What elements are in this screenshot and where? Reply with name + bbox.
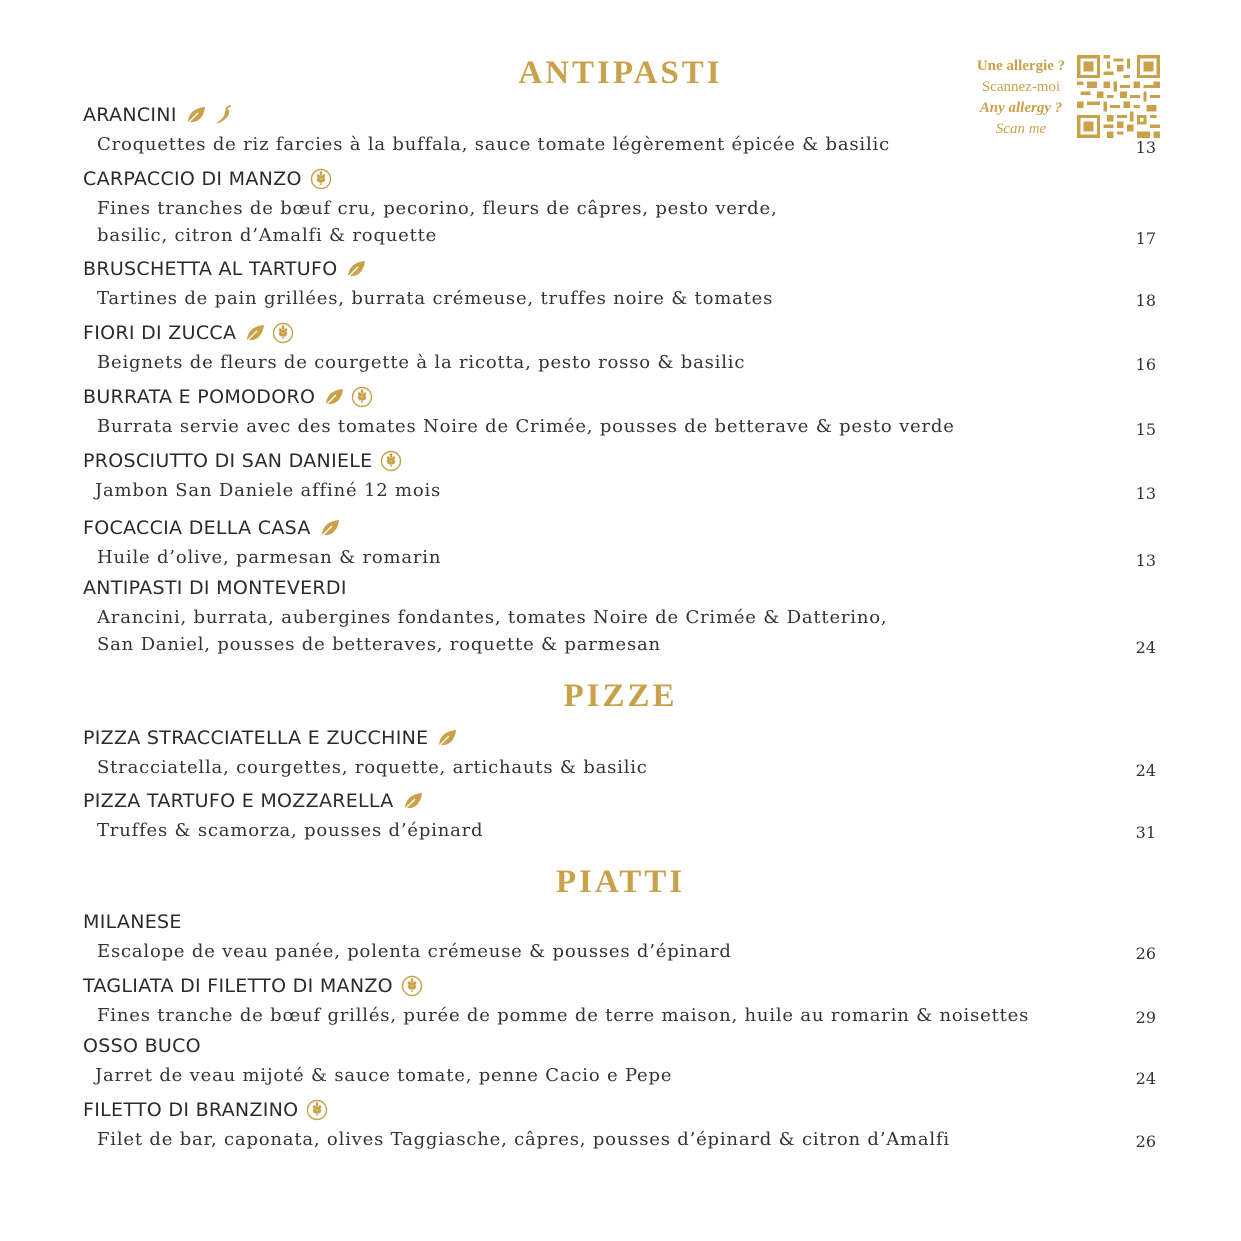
item-price: 17	[1135, 229, 1156, 248]
item-name: PROSCIUTTO DI SAN DANIELE	[83, 450, 373, 472]
item-name: PIZZA TARTUFO E MOZZARELLA	[83, 790, 394, 812]
item-price: 31	[1135, 823, 1156, 842]
item-description: Filet de bar, caponata, olives Taggiasche, câpres, pousses d’épinard & citron d’Amalfi	[97, 1129, 950, 1150]
diet-tags	[402, 790, 424, 812]
item-name: MILANESE	[83, 911, 182, 933]
item-price: 24	[1135, 761, 1156, 780]
item-price: 13	[1135, 551, 1156, 570]
item-description: Huile d’olive, parmesan & romarin	[97, 547, 442, 568]
item-price: 26	[1135, 944, 1156, 963]
gluten-free-icon	[310, 168, 332, 190]
item-description: Burrata servie avec des tomates Noire de Crimée, pousses de betterave & pesto verde	[97, 416, 955, 437]
item-price: 13	[1135, 484, 1156, 503]
section-title-piatti: PIATTI	[555, 864, 686, 900]
item-name: CARPACCIO DI MANZO	[83, 168, 302, 190]
item-description: basilic, citron d’Amalfi & roquette	[97, 225, 438, 246]
allergy-scan-en: Scan me	[995, 121, 1047, 137]
diet-tags	[401, 975, 423, 997]
item-name: FILETTO DI BRANZINO	[83, 1099, 299, 1121]
item-description: Croquettes de riz farcies à la buffala, sauce tomate légèrement épicée & basilic	[97, 134, 890, 155]
diet-tags	[306, 1099, 328, 1121]
gluten-free-icon	[272, 322, 294, 344]
item-description: Jambon San Daniele affiné 12 mois	[95, 480, 442, 501]
item-description: Tartines de pain grillées, burrata crémeuse, truffes noire & tomates	[97, 288, 774, 309]
leaf-icon	[244, 322, 266, 344]
item-description: Beignets de fleurs de courgette à la ricotta, pesto rosso & basilic	[97, 352, 746, 373]
item-description: Escalope de veau panée, polenta crémeuse & pousses d’épinard	[97, 941, 732, 962]
diet-tags	[323, 386, 373, 408]
diet-tags	[319, 517, 341, 539]
diet-tags	[185, 104, 235, 126]
item-description: Jarret de veau mijoté & sauce tomate, penne Cacio e Pepe	[95, 1065, 673, 1086]
item-name: TAGLIATA DI FILETTO DI MANZO	[83, 975, 393, 997]
item-price: 18	[1135, 291, 1156, 310]
diet-tags	[436, 727, 458, 749]
gluten-free-icon	[306, 1099, 328, 1121]
gluten-free-icon	[401, 975, 423, 997]
item-price: 15	[1135, 420, 1156, 439]
item-description: Arancini, burrata, aubergines fondantes, tomates Noire de Crimée & Datterino,	[97, 607, 888, 628]
item-name: PIZZA STRACCIATELLA E ZUCCHINE	[83, 727, 429, 749]
leaf-icon	[436, 727, 458, 749]
leaf-icon	[402, 790, 424, 812]
diet-tags	[244, 322, 294, 344]
item-name: FIORI DI ZUCCA	[83, 322, 237, 344]
item-price: 24	[1135, 1069, 1156, 1088]
item-name: FOCACCIA DELLA CASA	[83, 517, 311, 539]
item-name: ARANCINI	[83, 104, 177, 126]
allergy-line-fr: Une allergie ?	[976, 58, 1066, 74]
item-description: San Daniel, pousses de betteraves, roquette & parmesan	[97, 634, 661, 655]
leaf-icon	[323, 386, 345, 408]
item-description: Stracciatella, courgettes, roquette, artichauts & basilic	[97, 757, 648, 778]
item-price: 29	[1135, 1008, 1156, 1027]
item-price: 24	[1135, 638, 1156, 657]
chili-icon	[213, 104, 235, 126]
section-title-pizze: PIZZE	[563, 678, 678, 714]
diet-tags	[310, 168, 332, 190]
allergy-scan-fr: Scannez-moi	[981, 79, 1061, 95]
item-name: ANTIPASTI DI MONTEVERDI	[83, 577, 347, 599]
item-price: 26	[1135, 1132, 1156, 1151]
item-price: 13	[1135, 138, 1156, 157]
section-title-antipasti: ANTIPASTI	[518, 55, 723, 91]
allergy-line-en: Any allergy ?	[979, 100, 1063, 116]
diet-tags	[345, 258, 367, 280]
leaf-icon	[345, 258, 367, 280]
gluten-free-icon	[380, 450, 402, 472]
item-description: Fines tranches de bœuf cru, pecorino, fleurs de câpres, pesto verde,	[97, 198, 778, 219]
leaf-icon	[185, 104, 207, 126]
item-name: OSSO BUCO	[83, 1035, 201, 1057]
item-price: 16	[1135, 355, 1156, 374]
leaf-icon	[319, 517, 341, 539]
item-name: BRUSCHETTA AL TARTUFO	[83, 258, 338, 280]
item-name: BURRATA E POMODORO	[83, 386, 316, 408]
gluten-free-icon	[351, 386, 373, 408]
diet-tags	[380, 450, 402, 472]
item-description: Truffes & scamorza, pousses d’épinard	[97, 820, 484, 841]
item-description: Fines tranche de bœuf grillés, purée de pomme de terre maison, huile au romarin & noisettes	[97, 1005, 1030, 1026]
